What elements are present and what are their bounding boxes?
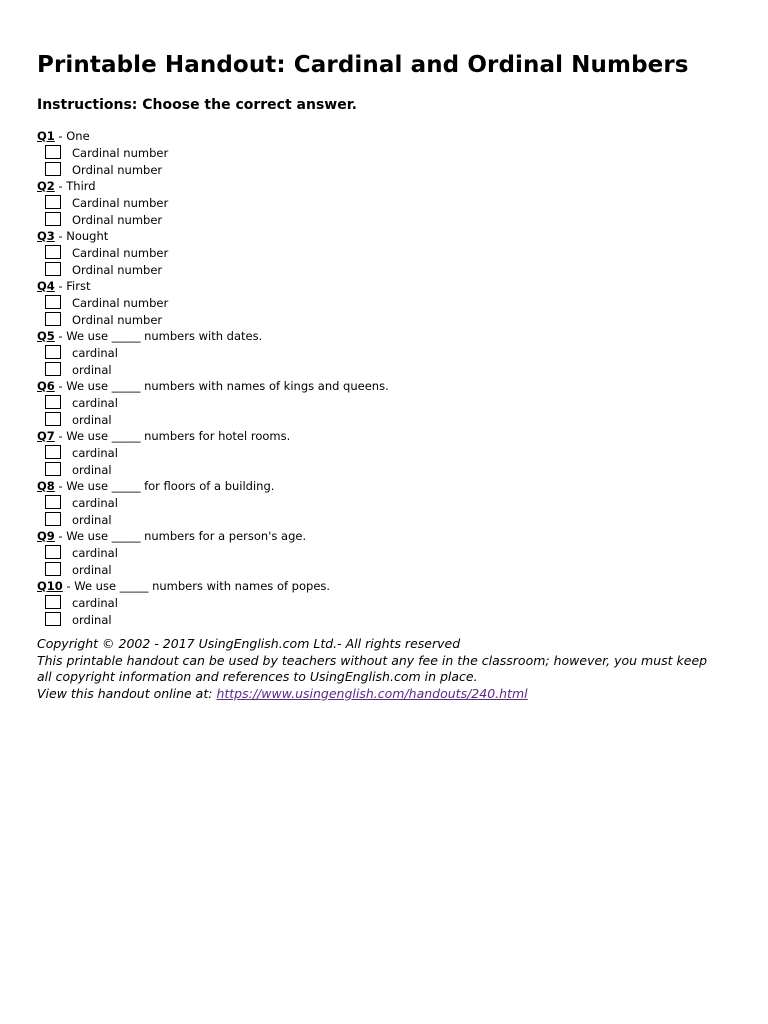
question-number: Q6: [37, 379, 55, 393]
question-separator: -: [62, 579, 75, 593]
question-item: [37, 578, 737, 628]
question-text: We use _____ numbers with dates.: [66, 329, 263, 343]
question-number: Q2: [37, 179, 55, 193]
question-separator: -: [54, 129, 67, 143]
question-number: Q10: [37, 579, 63, 593]
question-item: [37, 428, 737, 478]
answer-option[interactable]: [37, 562, 737, 579]
question-text: One: [66, 129, 90, 143]
question-separator: -: [54, 279, 67, 293]
question-line: [37, 128, 737, 145]
page-title: Printable Handout: Cardinal and Ordinal Numbers: [37, 52, 689, 78]
answer-option[interactable]: [37, 445, 737, 462]
question-line: [37, 428, 737, 445]
question-separator: -: [54, 229, 67, 243]
answer-option[interactable]: [37, 495, 737, 512]
question-text: We use _____ numbers with names of popes.: [74, 579, 331, 593]
answer-option[interactable]: [37, 312, 737, 329]
answer-option[interactable]: [37, 412, 737, 429]
answer-checkbox[interactable]: [45, 262, 61, 276]
question-line: [37, 378, 737, 395]
answer-checkbox[interactable]: [45, 145, 61, 159]
answer-label: Cardinal number: [72, 196, 169, 210]
answer-label: Ordinal number: [72, 312, 163, 327]
question-text: We use _____ numbers for a person's age.: [66, 529, 307, 543]
answer-label: ordinal: [72, 412, 112, 427]
answer-checkbox[interactable]: [45, 362, 61, 376]
answer-checkbox[interactable]: [45, 312, 61, 326]
answer-label: cardinal: [72, 496, 118, 510]
answer-label: ordinal: [72, 462, 112, 477]
answer-label: ordinal: [72, 612, 112, 627]
question-separator: -: [54, 179, 67, 193]
answer-option[interactable]: [37, 295, 737, 312]
answer-checkbox[interactable]: [45, 212, 61, 226]
question-separator: -: [54, 379, 67, 393]
answer-option[interactable]: [37, 595, 737, 612]
instructions-text: Instructions: Choose the correct answer.: [37, 97, 357, 113]
handout-link[interactable]: https://www.usingenglish.com/handouts/240.html: [216, 685, 528, 701]
question-number: Q9: [37, 529, 55, 543]
question-text: Nought: [66, 229, 109, 243]
answer-checkbox[interactable]: [45, 245, 61, 259]
question-number: Q5: [37, 329, 55, 343]
answer-label: Cardinal number: [72, 146, 169, 160]
question-list: [37, 128, 737, 628]
answer-label: cardinal: [72, 396, 118, 410]
answer-checkbox[interactable]: [45, 345, 61, 359]
answer-checkbox[interactable]: [45, 562, 61, 576]
answer-option[interactable]: [37, 345, 737, 362]
view-online-line: [37, 686, 737, 703]
answer-option[interactable]: [37, 395, 737, 412]
answer-label: cardinal: [72, 446, 118, 460]
question-item: [37, 378, 737, 428]
question-line: [37, 178, 737, 195]
question-text: We use _____ numbers for hotel rooms.: [66, 429, 291, 443]
question-item: [37, 528, 737, 578]
question-line: [37, 578, 737, 595]
answer-option[interactable]: [37, 462, 737, 479]
answer-option[interactable]: [37, 145, 737, 162]
question-line: [37, 528, 737, 545]
question-item: [37, 228, 737, 278]
answer-option[interactable]: [37, 195, 737, 212]
answer-label: Ordinal number: [72, 212, 163, 227]
answer-option[interactable]: [37, 612, 737, 629]
answer-label: Cardinal number: [72, 246, 169, 260]
question-line: [37, 478, 737, 495]
answer-label: cardinal: [72, 346, 118, 360]
answer-option[interactable]: [37, 212, 737, 229]
question-number: Q7: [37, 429, 55, 443]
copyright-line: Copyright © 2002 - 2017 UsingEnglish.com Ltd.- All rights reserved: [37, 636, 461, 651]
question-separator: -: [54, 479, 67, 493]
answer-checkbox[interactable]: [45, 495, 61, 509]
answer-label: ordinal: [72, 362, 112, 377]
question-item: [37, 278, 737, 328]
question-item: [37, 128, 737, 178]
question-text: Third: [66, 179, 96, 193]
answer-option[interactable]: [37, 262, 737, 279]
answer-checkbox[interactable]: [45, 295, 61, 309]
question-number: Q8: [37, 479, 55, 493]
question-number: Q1: [37, 129, 55, 143]
question-line: [37, 328, 737, 345]
question-number: Q3: [37, 229, 55, 243]
answer-checkbox[interactable]: [45, 195, 61, 209]
answer-checkbox[interactable]: [45, 162, 61, 176]
question-line: [37, 278, 737, 295]
answer-checkbox[interactable]: [45, 462, 61, 476]
answer-label: cardinal: [72, 596, 118, 610]
question-item: [37, 478, 737, 528]
question-separator: -: [54, 429, 67, 443]
usage-line-2: all copyright information and references to UsingEnglish.com in place.: [37, 669, 478, 684]
answer-checkbox[interactable]: [45, 545, 61, 559]
answer-checkbox[interactable]: [45, 512, 61, 526]
answer-label: ordinal: [72, 512, 112, 527]
answer-label: Ordinal number: [72, 262, 163, 277]
answer-option[interactable]: [37, 512, 737, 529]
answer-checkbox[interactable]: [45, 395, 61, 409]
question-line: [37, 228, 737, 245]
view-online-prefix: View this handout online at:: [37, 685, 217, 701]
answer-checkbox[interactable]: [45, 612, 61, 626]
answer-checkbox[interactable]: [45, 595, 61, 609]
answer-option[interactable]: [37, 545, 737, 562]
answer-checkbox[interactable]: [45, 412, 61, 426]
usage-line-1: This printable handout can be used by teachers without any fee in the classroom; however, you must keep: [37, 652, 708, 668]
answer-label: Cardinal number: [72, 296, 169, 310]
question-separator: -: [54, 529, 67, 543]
answer-checkbox[interactable]: [45, 445, 61, 459]
question-separator: -: [54, 329, 67, 343]
answer-label: ordinal: [72, 562, 112, 577]
answer-option[interactable]: [37, 362, 737, 379]
question-item: [37, 328, 737, 378]
question-text: We use _____ for floors of a building.: [66, 479, 275, 493]
question-text: First: [66, 279, 91, 293]
answer-option[interactable]: [37, 162, 737, 179]
question-item: [37, 178, 737, 228]
question-text: We use _____ numbers with names of kings and queens.: [66, 379, 389, 393]
copyright-footer: [37, 636, 737, 702]
answer-label: cardinal: [72, 546, 118, 560]
question-number: Q4: [37, 279, 55, 293]
answer-label: Ordinal number: [72, 162, 163, 177]
answer-option[interactable]: [37, 245, 737, 262]
